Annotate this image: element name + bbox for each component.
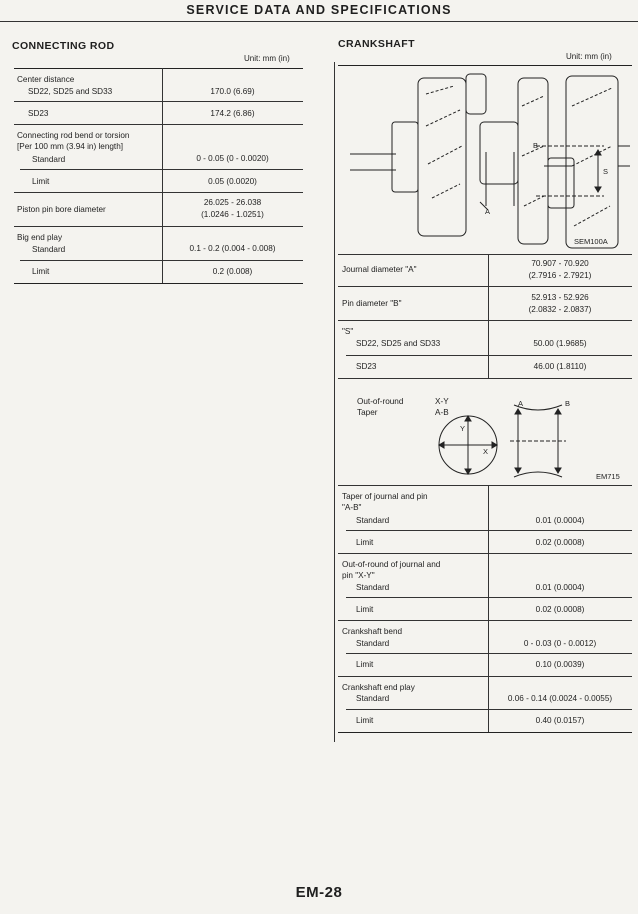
rod-bend-label: Connecting rod bend or torsion bbox=[17, 131, 130, 140]
figure2-label-b: B bbox=[565, 399, 571, 408]
out-of-round-code: X-Y bbox=[435, 397, 449, 406]
figure2-code: EM715 bbox=[596, 472, 620, 481]
out-of-round-standard-label: Standard bbox=[356, 583, 390, 592]
end-play-standard-label: Standard bbox=[356, 694, 390, 703]
taper-code: A-B bbox=[435, 408, 449, 417]
taper-label: Taper bbox=[357, 408, 378, 417]
table-rule bbox=[338, 732, 632, 733]
rod-bend-standard-label: Standard bbox=[32, 155, 66, 164]
figure-label-a: A bbox=[485, 207, 491, 216]
page-number: EM-28 bbox=[295, 884, 343, 901]
connecting-rod-unit: Unit: mm (in) bbox=[244, 54, 290, 63]
center-distance-label: Center distance bbox=[17, 75, 75, 84]
out-of-round-journal-label: Out-of-round of journal and bbox=[342, 560, 441, 569]
end-play-limit-value: 0.40 (0.0157) bbox=[535, 716, 585, 725]
figure2-label-y: Y bbox=[460, 424, 466, 433]
table-rule bbox=[346, 355, 632, 356]
section-side-rule bbox=[334, 62, 335, 742]
figure2-label-a: A bbox=[518, 399, 524, 408]
s-sd23-label: SD23 bbox=[356, 362, 377, 371]
table-rule bbox=[338, 676, 632, 677]
figure-label-s: S bbox=[603, 167, 609, 176]
table-rule bbox=[338, 485, 632, 486]
table-rule bbox=[14, 226, 303, 227]
sd23-label: SD23 bbox=[28, 109, 49, 118]
rod-bend-sublabel: [Per 100 mm (3.94 in) length] bbox=[17, 142, 124, 151]
table-rule bbox=[338, 378, 632, 379]
table-rule bbox=[14, 68, 303, 69]
crankshaft-bend-label: Crankshaft bend bbox=[342, 627, 403, 636]
piston-pin-bore-label: Piston pin bore diameter bbox=[17, 205, 106, 214]
table-rule bbox=[338, 320, 632, 321]
sd22-value: 170.0 (6.69) bbox=[210, 87, 255, 96]
taper-limit-label: Limit bbox=[356, 538, 374, 547]
taper-journal-pin-sublabel: "A-B" bbox=[342, 503, 362, 512]
taper-standard-value: 0.01 (0.0004) bbox=[535, 516, 585, 525]
crankshaft-diagram bbox=[340, 66, 630, 254]
table-rule bbox=[346, 709, 632, 710]
table-rule bbox=[346, 530, 632, 531]
big-end-limit-label: Limit bbox=[32, 267, 50, 276]
table-rule bbox=[14, 101, 303, 102]
big-end-limit-value: 0.2 (0.008) bbox=[212, 267, 253, 276]
crankshaft-bend-limit-label: Limit bbox=[356, 660, 374, 669]
crankshaft-bend-standard-value: 0 - 0.03 (0 - 0.0012) bbox=[523, 639, 597, 648]
rod-bend-limit-label: Limit bbox=[32, 177, 50, 186]
table-rule bbox=[20, 169, 303, 170]
table-rule bbox=[20, 260, 303, 261]
end-play-standard-value: 0.06 - 0.14 (0.0024 - 0.0055) bbox=[507, 694, 613, 703]
figure2-label-x: X bbox=[483, 447, 489, 456]
connecting-rod-title: CONNECTING ROD bbox=[12, 40, 115, 52]
out-of-round-label: Out-of-round bbox=[357, 397, 404, 406]
crankshaft-title: CRANKSHAFT bbox=[338, 38, 415, 50]
journal-diameter-label: Journal diameter "A" bbox=[342, 265, 417, 274]
table-rule bbox=[338, 620, 632, 621]
table-rule bbox=[14, 283, 303, 284]
table-rule bbox=[338, 254, 632, 255]
table-rule bbox=[338, 553, 632, 554]
table-rule bbox=[346, 597, 632, 598]
taper-journal-pin-label: Taper of journal and pin bbox=[342, 492, 428, 501]
s-sd23-value: 46.00 (1.8110) bbox=[533, 362, 587, 371]
pin-diameter-value: 52.913 - 52.926 bbox=[531, 293, 589, 302]
table-rule bbox=[14, 124, 303, 125]
rod-bend-standard-value: 0 - 0.05 (0 - 0.0020) bbox=[196, 154, 269, 163]
journal-diameter-value: 70.907 - 70.920 bbox=[531, 259, 589, 268]
piston-pin-bore-value: 26.025 - 26.038 bbox=[203, 198, 262, 207]
big-end-play-label: Big end play bbox=[17, 233, 63, 242]
out-of-round-standard-value: 0.01 (0.0004) bbox=[535, 583, 585, 592]
s-sd22-label: SD22, SD25 and SD33 bbox=[356, 339, 441, 348]
pin-diameter-value-inch: (2.0832 - 2.0837) bbox=[528, 305, 592, 314]
out-of-round-limit-value: 0.02 (0.0008) bbox=[535, 605, 585, 614]
big-end-standard-label: Standard bbox=[32, 245, 66, 254]
taper-standard-label: Standard bbox=[356, 516, 390, 525]
taper-limit-value: 0.02 (0.0008) bbox=[535, 538, 585, 547]
sd22-label: SD22, SD25 and SD33 bbox=[28, 87, 113, 96]
table-rule bbox=[346, 653, 632, 654]
out-of-round-limit-label: Limit bbox=[356, 605, 374, 614]
table-rule bbox=[338, 286, 632, 287]
figure-code: SEM100A bbox=[574, 237, 608, 246]
end-play-label: Crankshaft end play bbox=[342, 683, 415, 692]
rod-bend-limit-value: 0.05 (0.0020) bbox=[208, 177, 257, 186]
s-label: "S" bbox=[342, 327, 354, 336]
pin-diameter-label: Pin diameter "B" bbox=[342, 299, 402, 308]
end-play-limit-label: Limit bbox=[356, 716, 374, 725]
page-title: SERVICE DATA AND SPECIFICATIONS bbox=[0, 0, 638, 22]
crankshaft-unit: Unit: mm (in) bbox=[566, 52, 612, 61]
out-of-round-journal-sublabel: pin "X-Y" bbox=[342, 571, 375, 580]
s-sd22-value: 50.00 (1.9685) bbox=[533, 339, 587, 348]
crankshaft-bend-standard-label: Standard bbox=[356, 639, 390, 648]
big-end-standard-value: 0.1 - 0.2 (0.004 - 0.008) bbox=[189, 244, 276, 253]
figure-label-b: B bbox=[533, 141, 539, 150]
table-rule bbox=[14, 192, 303, 193]
journal-diameter-value-inch: (2.7916 - 2.7921) bbox=[528, 271, 592, 280]
sd23-value: 174.2 (6.86) bbox=[210, 109, 255, 118]
crankshaft-bend-limit-value: 0.10 (0.0039) bbox=[535, 660, 585, 669]
piston-pin-bore-value-inch: (1.0246 - 1.0251) bbox=[201, 210, 264, 219]
